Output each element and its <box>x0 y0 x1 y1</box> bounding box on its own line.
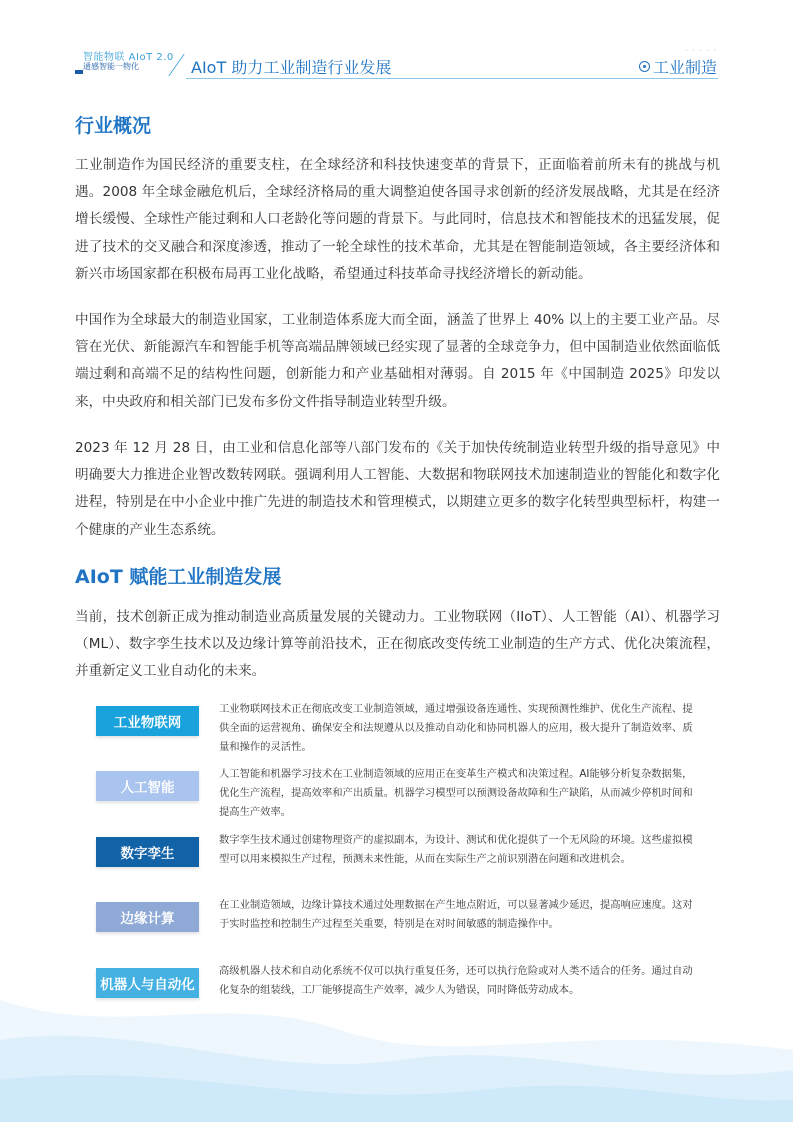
target-icon <box>639 61 650 72</box>
tech-label: 边缘计算 <box>96 902 199 932</box>
section-heading-aiot: AIoT 赋能工业制造发展 <box>75 566 282 588</box>
header-tag <box>639 55 717 78</box>
tech-item-iiot <box>96 700 736 760</box>
tech-description: 人工智能和机器学习技术在工业制造领域的应用正在变革生产模式和决策过程。AI能够分析复杂数据集，优化生产流程，提高效率和产出质量。机器学习模型可以预测设备故障和生产缺陷，从而减少停机时间和提高生产效率。 <box>219 768 693 818</box>
tech-description: 数字孪生技术通过创建物理资产的虚拟副本，为设计、测试和优化提供了一个无风险的环境。这些虚拟模型可以用来模拟生产过程，预测未来性能，从而在实际生产之前识别潜在问题和改进机会。 <box>219 834 693 865</box>
tech-item-ai <box>96 765 736 825</box>
tech-label: 工业物联网 <box>96 706 199 736</box>
header-title: AIoT 助力工业制造行业发展 <box>191 58 392 77</box>
aiot-intro-paragraph: 当前，技术创新正成为推动制造业高质量发展的关键动力。工业物联网（IIoT）、人工智能（AI）、机器学习（ML）、数字孪生技术以及边缘计算等前沿技术，正在彻底改变传统工业制造的生产方式、优化决策流程，并重新定义工业自动化的未来。 <box>75 609 720 680</box>
overview-paragraph-3: 2023 年 12 月 28 日，由工业和信息化部等八部门发布的《关于加快传统制造业转型升级的指导意见》中明确要大力推进企业智改数转网联。强调利用人工智能、大数据和物联网技术加速制造业的智能化和数字化进程，特别是在中小企业中推广先进的制造技术和管理模式，以期建立更多的数字化转型典型标杆，构建一个健康的产业生态系统。 <box>75 440 720 538</box>
logo-title: 智能物联 AIoT 2.0 <box>83 52 174 63</box>
section-heading-overview: 行业概况 <box>75 115 152 137</box>
tech-description: 工业物联网技术正在彻底改变工业制造领域，通过增强设备连通性、实现预测性维护、优化生产流程、提供全面的运营视角、确保安全和法规遵从以及推动自动化和协同机器人的应用，极大提升了制造效率、质量和操作的灵活性。 <box>219 703 693 753</box>
tech-item-edge-computing <box>96 896 736 956</box>
tech-description: 高级机器人技术和自动化系统不仅可以执行重复任务，还可以执行危险或对人类不适合的任务。通过自动化复杂的组装线，工厂能够提高生产效率，减少人为错误，同时降低劳动成本。 <box>219 965 693 996</box>
logo-subtitle: 通感智能一物化 <box>83 62 139 71</box>
overview-paragraph-2: 中国作为全球最大的制造业国家，工业制造体系庞大而全面，涵盖了世界上 40% 以上的主要工业产品。尽管在光伏、新能源汽车和智能手机等高端品牌领域已经实现了显著的全球竞争力，但中国制造业依然面临低端过剩和高端不足的结构性问题，创新能力和产业基础相对薄弱。自 2015 年《中国制造 2025》印发以来，中央政府和相关部门已发布多份文件指导制造业转型升级。 <box>75 312 720 410</box>
tech-label: 人工智能 <box>96 771 199 801</box>
decorative-dots: · · · · · <box>685 46 717 55</box>
logo-mark <box>75 70 83 74</box>
page-header <box>0 0 793 90</box>
decorative-waves <box>0 960 793 1122</box>
overview-paragraph-1: 工业制造作为国民经济的重要支柱，在全球经济和科技快速变革的背景下，正面临着前所未有的挑战与机遇。2008 年全球金融危机后，全球经济格局的重大调整迫使各国寻求创新的经济发展战略，尤其是在经济增长缓慢、全球性产能过剩和人口老龄化等问题的背景下。与此同时，信息技术和智能技术的迅猛发展，促进了技术的交叉融合和深度渗透，推动了一轮全球性的技术革命，尤其是在智能制造领域，各主要经济体和新兴市场国家都在积极布局再工业化战略，希望通过科技革命寻找经济增长的新动能。 <box>75 157 720 282</box>
tech-description: 在工业制造领域，边缘计算技术通过处理数据在产生地点附近，可以显著减少延迟，提高响应速度。这对于实时监控和控制生产过程至关重要，特别是在对时间敏感的制造操作中。 <box>219 899 693 930</box>
tech-item-digital-twin <box>96 831 736 891</box>
tech-label: 机器人与自动化 <box>96 968 199 998</box>
header-rule <box>186 78 718 79</box>
tech-label: 数字孪生 <box>96 837 199 867</box>
header-tag-label: 工业制造 <box>652 58 717 77</box>
